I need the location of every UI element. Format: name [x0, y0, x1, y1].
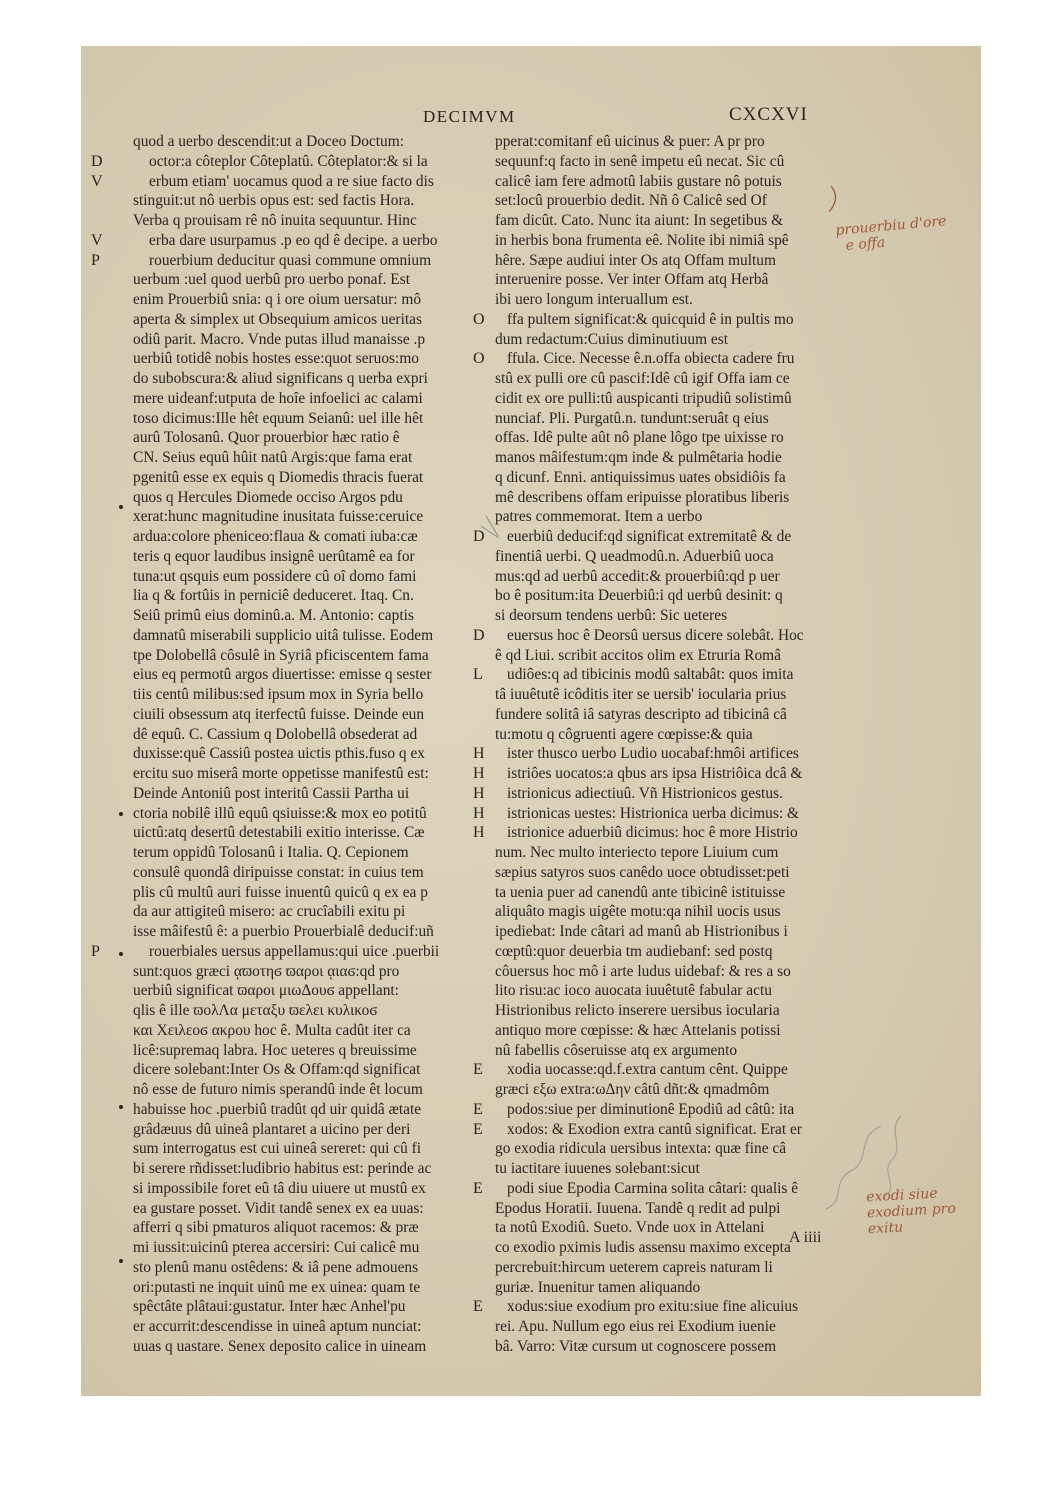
line-text: habuisse hoc .puerbiû tradût qd uir quidâ ætate: [133, 1100, 422, 1118]
line-text: teris q equor laudibus insignê uerûtamê ea for: [133, 547, 415, 565]
line-text: tu:motu q côgruenti agere cœpisse:& quia: [495, 725, 753, 743]
line-text: lia q & fortûis in perniciê deduceret. Itaq. Cn.: [133, 587, 414, 605]
line-text: sæpius satyros suos canêdo uoce obtudisset:peti: [495, 863, 790, 881]
line-text: toso dicimus:Ille hêt equum Seianû: uel ille hêt: [133, 409, 424, 427]
line-text: isse mâifestû ê: a puerbio Prouerbialê deducif:uñ: [133, 923, 434, 940]
line-text: ffa pultem significat:& quicquid ê in pultis mo: [507, 310, 794, 328]
line-text: fundere solitâ iâ satyras descripto ad tibicinâ câ: [495, 705, 787, 723]
line-text: Seiû primû eius dominû.a. M. Antonio: captis: [133, 607, 414, 624]
line-text: xerat:hunc magnitudine inusitata fuisse:ceruice: [133, 508, 424, 526]
line-text: erba dare usurpamus .p eo qd ê decipe. a uerbo: [149, 231, 438, 249]
line-text: bi serere rñdisset:ludibrio habitus est: perinde ac: [133, 1160, 432, 1177]
initial-letter: E: [473, 1100, 483, 1118]
line-text: xodus:siue exodium pro exitu:siue fine alicuius: [507, 1298, 799, 1316]
line-text: xodos: & Exodion extra cantû significat. Erat er: [507, 1120, 802, 1138]
line-text: spêctâte plâtaui:gustatur. Inter hæc Anhel'pu: [133, 1298, 406, 1316]
line-text: udiôes:q ad tibicinis modû saltabât: quos imita: [507, 666, 794, 684]
line-text: ipediebat: Inde câtari ad manû ab Histrionibus i: [495, 923, 788, 940]
line-text: consulê quondâ diripuisse constat: in cuius tem: [133, 863, 424, 881]
line-text: lito risu:ac ioco auocata iuuêtutê fabular actu: [495, 982, 772, 1000]
line-text: ta uenia puer ad canendû ante tibicinê istituisse: [495, 883, 786, 901]
line-text: ctoria nobilê illû equû qsiuisse:& mox eo potitû: [133, 804, 427, 822]
line-text: grâdæuus dû uineâ plantaret a uicino per deri: [133, 1120, 411, 1138]
initial-letter: V: [91, 231, 103, 249]
line-text: tuna:ut qsquis eum possidere cû oî domo fami: [133, 567, 417, 585]
scanned-page: [81, 46, 981, 1396]
line-text: quod a uerbo descendit:ut a Doceo Doctum:: [133, 133, 404, 150]
initial-letter: H: [473, 765, 485, 782]
line-text: istriôes uocatos:a qbus ars ipsa Histriôica dcâ &: [507, 765, 803, 782]
line-text: plis cû multû auri fuisse inuentû quicû q ex ea p: [133, 883, 428, 901]
line-text: sequunf:q facto in senê impetu eû necat. Sic cû: [495, 152, 785, 170]
line-text: podi siue Epodia Carmina solita câtari: qualis ê: [507, 1179, 799, 1197]
line-text: côuersus hoc mô i arte ludus uidebaf: & res a so: [495, 962, 791, 980]
initial-letter: H: [473, 804, 485, 822]
line-text: antiquo more cœpisse: & hæc Attelanis potissi: [495, 1021, 781, 1039]
line-text: enim Prouerbiû snia: q i ore oium uersatur: mô: [133, 291, 422, 308]
line-text: dicere solebant:Inter Os & Offam:qd significat: [133, 1061, 421, 1079]
initial-letter: P: [91, 942, 100, 960]
line-text: nunciaf. Pli. Purgatû.n. tundunt:seruât q eius: [495, 409, 769, 427]
line-text: nû fabellis côseruisse atq ex argumento: [495, 1041, 738, 1059]
line-text: nô esse de futuro nimis sperandû inde êt locum: [133, 1081, 423, 1098]
line-text: pgenitû esse ex equis q Diomedis thracis fuerat: [133, 468, 424, 486]
line-text: aperta & simplex ut Obsequium amicos ueritas: [133, 310, 422, 328]
folio-number: CXCXVI: [729, 104, 808, 125]
line-text: ea gustare posset. Vidit tandê senex ex ea uuas:: [133, 1199, 424, 1217]
line-text: licê:supremaq labra. Hoc ueteres q breuissime: [133, 1041, 417, 1059]
line-text: damnatû miserabili supplicio uitâ tulisse. Eodem: [133, 626, 434, 644]
line-text: terum oppidû Tolosanû i Italia. Q. Cepionem: [133, 844, 409, 861]
line-text: cidit ex ore pulli:tû auspicanti tripudiû solistimû: [495, 389, 792, 407]
line-text: sto plenû manu ostêdens: & iâ pene admouens: [133, 1258, 419, 1276]
initial-letter: E: [473, 1298, 483, 1316]
line-text: Histrionibus relicto inserere uersibus iocularia: [495, 1002, 780, 1019]
line-text: tâ iuuêtutê icôditis iter se uersib' iocularia prius: [495, 686, 787, 703]
line-text: qlis ê ille ϖολΛα μεταξυ ϖελει κυλικοϭ: [133, 1002, 378, 1019]
line-text: græci εξω extra:ωΔην câtû dñt:& qmadmôm: [495, 1081, 770, 1098]
line-text: offas. Idê pulte aût nô plane lôgo tpe uixisse ro: [495, 429, 784, 447]
initial-letter: D: [91, 152, 103, 170]
initial-letter: E: [473, 1179, 483, 1197]
line-text: interuenire posse. Ver inter Offam atq Herbâ: [495, 271, 769, 289]
line-text: go exodia ridicula uersibus intexta: quæ fine câ: [495, 1140, 787, 1158]
initial-letter: O: [473, 350, 485, 368]
line-text: uuas q uastare. Senex deposito calice in uineam: [133, 1337, 427, 1355]
line-text: sunt:quos græci ᾳϖοτηϭ ϖαροι ᾳιαϭ:qd pro: [133, 962, 400, 980]
line-text: Epodus Horatii. Iuuena. Tandê q redit ad pulpi: [495, 1199, 781, 1217]
line-text: q dicunf. Enni. antiquissimus uates obsidiôis fa: [495, 468, 786, 486]
line-text: tpe Dolobellâ côsulê in Syriâ pficiscentem fama: [133, 646, 429, 664]
line-text: eius eq permotû argos diuertisse: emisse q sester: [133, 666, 432, 684]
handwritten-margin-note-bottom: exodi siue exodium pro exitu: [865, 1185, 957, 1238]
line-text: co exodio pximis ludis assensu maximo excepta: [495, 1239, 791, 1256]
line-text: calicê iam fere admotû labiis gustare nô potuis: [495, 172, 782, 190]
page-inner: [81, 46, 981, 1396]
line-text: tiis centû milibus:sed ipsum mox in Syria bello: [133, 686, 424, 703]
line-text: odiû parit. Macro. Vnde putas illud manaisse .p: [133, 330, 426, 348]
line-text: tu iactitare iuuenes solebant:sicut: [495, 1160, 700, 1177]
line-text: patres commemorat. Item a uerbo: [495, 508, 703, 526]
initial-letter: H: [473, 824, 485, 842]
line-text: rouerbiales uersus appellamus:qui uice .puerbii: [149, 942, 440, 960]
line-text: mê describens offam eripuisse ploratibus liberis: [495, 488, 790, 506]
line-text: bâ. Varro: Vitæ cursum ut cognoscere possem: [495, 1337, 777, 1355]
line-text: er accurrit:descendisse in uineâ aptum nunciat:: [133, 1318, 422, 1335]
line-text: ciuili obsessum atq iterfectû fuisse. Deinde eun: [133, 705, 425, 723]
line-text: pperat:comitanf eû uicinus & puer: A pr pro: [495, 133, 765, 150]
line-text: uerbum :uel quod uerbû pro uerbo ponaf. Est: [133, 271, 410, 289]
line-text: in herbis bona frumenta eê. Nolite ibi nimiâ spê: [495, 231, 789, 249]
line-text: istrionice aduerbiû dicimus: hoc ê more Histrio: [507, 824, 798, 842]
line-text: euersus hoc ê Deorsû uersus dicere solebât. Hoc: [507, 626, 804, 644]
line-text: uerbiû totidê nobis hostes esse:quot seruos:mo: [133, 350, 419, 368]
line-text: uictû:atq desertû detestabili exitio interisse. Cæ: [133, 824, 425, 842]
line-text: num. Nec multo interiecto tepore Liuium cum: [495, 844, 779, 861]
line-text: afferri q sibi pmaturos aliquot racemos: & præ: [133, 1219, 419, 1237]
line-text: και Χειλεοϭ ακρου hoc ê. Multa cadût iter ca: [133, 1021, 411, 1039]
line-text: ercitu suo miserâ morte oppetisse manifestû est:: [133, 765, 429, 782]
initial-letter: E: [473, 1061, 483, 1079]
line-text: sum interrogatus est cui uineâ sereret: qui cû fi: [133, 1140, 422, 1158]
line-text: dê equû. C. Cassium q Dolobellâ obsederat ad: [133, 725, 418, 743]
line-text: stinguit:ut nô uerbis opus est: sed factis Hora.: [133, 192, 415, 210]
line-text: ister thusco uerbo Ludio uocabaf:hmôi artifices: [507, 745, 799, 763]
initial-letter: O: [473, 310, 485, 328]
initial-letter: E: [473, 1120, 483, 1138]
line-text: rei. Apu. Nullum ego eius rei Exodium iuenie: [495, 1318, 776, 1335]
line-text: si deorsum tendens uerbû: Sic ueteres: [495, 607, 728, 624]
line-text: podos:siue per diminutionê Epodiû ad câtû: ita: [507, 1100, 795, 1118]
line-text: hêre. Sæpe audiui inter Os atq Offam multum: [495, 251, 776, 269]
line-text: si impossibile foret eû tâ diu uiuere ut mustû ex: [133, 1179, 426, 1197]
line-text: mi iussit:uicinû pterea accersiri: Cui calicê mu: [133, 1239, 420, 1256]
line-text: fam dicût. Cato. Nunc ita aiunt: In segetibus &: [495, 212, 784, 229]
line-text: cœptû:quor deuerbia tm audiebanf: sed postq: [495, 942, 773, 960]
initial-letter: P: [91, 251, 100, 269]
line-text: aurû Tolosanû. Quor prouerbior hæc ratio ê: [133, 429, 400, 447]
initial-letter: D: [473, 626, 485, 644]
line-text: finentiâ uerbi. Q ueadmodû.n. Aduerbiû uoca: [495, 547, 774, 565]
line-text: percrebuit:hircum ueterem capreis naturam li: [495, 1258, 773, 1276]
line-text: ê qd Liui. scribit accitos olim ex Etruria Româ: [495, 646, 781, 664]
line-text: bo ê positum:ita Deuerbiû:i qd uerbû desinit: q: [495, 587, 783, 605]
line-text: uerbiû significat ϖαροι μιωΔουϭ appellant:: [133, 982, 399, 1000]
line-text: stû ex pulli ore cû pascif:Idê cû igif Offa iam ce: [495, 370, 790, 387]
pencil-scribbles: [81, 46, 981, 1396]
line-text: set:locû prouerbio dedit. Nñ ô Calicê sed Of: [495, 192, 767, 210]
initial-letter: H: [473, 784, 485, 802]
line-text: duxisse:quê Cassiû postea uictis pthis.fuso q ex: [133, 745, 425, 763]
initial-letter: H: [473, 745, 485, 763]
line-text: do subobscura:& aliud significans q uerba expri: [133, 370, 428, 387]
line-text: rouerbium deducitur quasi commune omnium: [149, 251, 432, 269]
line-text: aliquâto magis uigête motu:qa nihil uocis usus: [495, 903, 781, 921]
line-text: xodia uocasse:qd.f.extra cantum cênt. Quippe: [507, 1061, 788, 1079]
line-text: ta notû Exodiû. Sueto. Vnde uox in Attelani: [495, 1219, 765, 1237]
line-text: ffula. Cice. Necesse ê.n.offa obiecta cadere fru: [507, 350, 795, 368]
line-text: istrionicas uestes: Histrionica uerba dicimus: &: [507, 804, 799, 822]
line-text: ibi uero longum interuallum est.: [495, 291, 693, 308]
initial-letter: L: [473, 666, 483, 684]
line-text: erbum etiam' uocamus quod a re siue facto dis: [149, 172, 434, 190]
line-text: guriæ. Inuenitur tamen aliquando: [495, 1278, 701, 1296]
line-text: Verba q prouisam rê nô inuita sequuntur. Hinc: [133, 212, 417, 229]
line-text: mere uideanf:utputa de hoîe infoelici ac calami: [133, 389, 423, 407]
signature-mark: A iiii: [789, 1229, 822, 1246]
line-text: da aur attigiteû misero: ac crucîabili exitu pi: [133, 903, 406, 921]
line-text: CN. Seius equû hûit natû Argis:que fama erat: [133, 449, 413, 466]
line-text: quos q Hercules Diomede occiso Argos pdu: [133, 488, 403, 506]
line-text: Deinde Antoniû post interitû Cassii Partha ui: [133, 784, 410, 802]
line-text: ori:putasti ne inquit uinû me ex uinea: quam te: [133, 1278, 421, 1296]
line-text: mus:qd ad uerbû accedit:& prouerbiû:qd p uer: [495, 567, 780, 585]
line-text: ardua:colore pheniceo:flaua & comati iuba:cæ: [133, 528, 418, 545]
line-text: dum redactum:Cuius diminutiuum est: [495, 330, 728, 348]
handwritten-margin-note-top: prouerbiu d'ore e offa: [834, 213, 947, 255]
line-text: manos mâifestum:qm inde & pulmêtaria hodie: [495, 449, 782, 466]
running-header: DECIMVM: [423, 107, 516, 126]
line-text: octor:a côteplor Côteplatû. Côteplator:& si la: [149, 152, 428, 170]
line-text: istrionicus adiectiuû. Vñ Histrionicos gestus.: [507, 784, 783, 802]
initial-letter: D: [473, 528, 485, 545]
line-text: euerbiû deducif:qd significat extremitatê & de: [507, 528, 792, 545]
initial-letter: V: [91, 172, 103, 190]
